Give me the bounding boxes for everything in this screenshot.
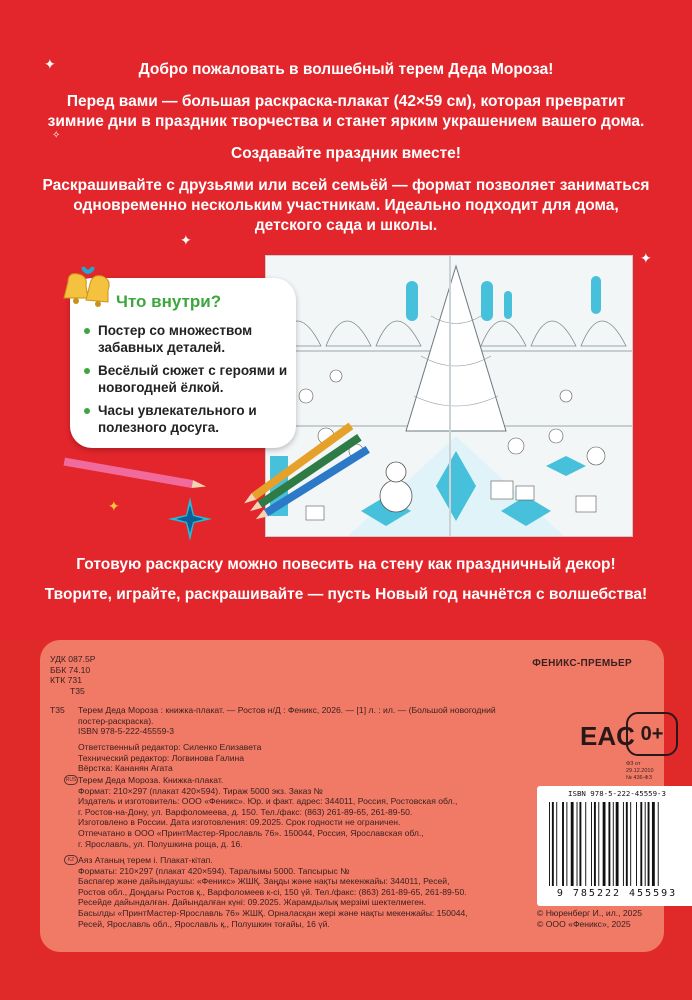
law-line: ФЗ от 29.12.2010 [626, 761, 654, 774]
isbn-text: ISBN 978-5-222-45559-3 [78, 726, 175, 737]
barcode-bar [608, 802, 610, 886]
kz-tag: KZ [64, 855, 78, 865]
barcode-bar [603, 802, 606, 886]
barcode-bar [585, 802, 586, 886]
ru-line: г. Ростов-на-Дону, ул. Варфоломеева, д. 150. Тел./факс: (863) 261-89-65, 261-89-50. [78, 806, 413, 817]
kazakh-imprint [78, 855, 538, 929]
barcode-bar [579, 802, 581, 886]
kz-line: Ресейде дайындалған. Дайындалған күні: 09.2025. Жарамдылық мерзімі шектелмеген. [78, 897, 427, 908]
sparkle-icon: ✦ [180, 232, 192, 248]
kz-line: Форматы: 210×297 (плакат 420×594). Таралымы 5000. Тапсырыс № [78, 865, 350, 876]
ru-line: Отпечатано в ООО «ПринтМастер-Ярославль 76». 150044, Россия, Ярославская обл., [78, 827, 424, 838]
ru-line: г. Ярославль, ул. Полушкина роща, д. 16. [78, 838, 243, 849]
editor-credit: Ответственный редактор: Силенко Елизавета [78, 742, 262, 752]
age-rating-badge: 0+ [626, 712, 678, 756]
barcode-bar [623, 802, 624, 886]
eac-mark: EAC [580, 721, 635, 751]
ru-line: Издатель и изготовитель: ООО «Феникс». Юр. и факт. адрес: 344011, Россия, Ростовская обл., [78, 796, 458, 807]
sparkle-icon: ✦ [640, 250, 652, 266]
udk-code: УДК 087.5Р [50, 654, 96, 664]
barcode-bar [645, 802, 646, 886]
pink-pencil-icon [55, 450, 215, 500]
list-item: Весёлый сюжет с героями и новогодней ёлкой. [84, 362, 290, 396]
classification-codes [50, 654, 96, 696]
imprint-panel [40, 640, 678, 952]
ru-line: Формат: 210×297 (плакат 420×594). Тираж 5000 экз. Заказ № [78, 785, 323, 796]
ktk-code: КТК 731 [50, 675, 82, 686]
tech-editor-credit: Технический редактор: Логвинова Галина [78, 752, 245, 763]
kz-line: Басылды «ПринтМастер-Ярославль 76» ЖШҚ. Орналасқан жері және нақты мекенжайы: 150044, [78, 907, 468, 918]
biblio-description: Терем Деда Мороза : книжка-плакат. — Ростов н/Д : Феникс, 2026. — [1] л. : ил. — (Большой новогодний постер-раскраска). [78, 705, 496, 726]
barcode-bar [591, 802, 592, 886]
star-icon [166, 495, 214, 543]
outro-text [40, 555, 652, 615]
barcode-bar [648, 802, 650, 886]
intro-text [40, 60, 652, 248]
bbk-code: ББК 74.10 [50, 664, 91, 675]
barcode-bar [549, 802, 550, 886]
ru-line: Изготовлено в России. Дата изготовления: 09.2025. Срок годности не ограничен. [78, 817, 401, 828]
russian-title: Терем Деда Мороза. Книжка-плакат. [78, 775, 224, 785]
barcode-bar [598, 802, 599, 886]
whats-inside-list [84, 322, 290, 442]
bells-icon [58, 264, 118, 316]
author-code: Т35 [70, 685, 85, 696]
russian-imprint [78, 775, 518, 849]
poster-description: Перед вами — большая раскраска-плакат (42×59 см), которая превратит зимние дни в праздник творчества и станет ярким украшением вашего дома. [47, 93, 645, 130]
kz-line: Ресей, Ярославль обл., Ярославль қ., Полушкин тоғайы, 16 үй. [78, 918, 330, 929]
format-description: Раскрашивайте с друзьями или всей семьёй — формат позволяет заниматься одновременно нескольким участникам. Идеально подходит для дома, детского сада и школы. [42, 177, 650, 234]
poster-fold-line [449, 256, 451, 536]
barcode-bar [594, 802, 596, 886]
barcode-bar [616, 802, 619, 886]
welcome-heading: Добро пожаловать в волшебный терем Деда Мороза! [138, 61, 554, 78]
publisher-logo: ФЕНИКС-ПРЕМЬЕР [532, 658, 632, 669]
barcode-bar [613, 802, 614, 886]
bibliographic-record [78, 705, 503, 737]
barcode-bar [556, 802, 557, 886]
barcode-bar [652, 802, 655, 886]
barcode-bar [626, 802, 628, 886]
kazakh-title: Аяз Атаның терем і. Плакат-кітап. [78, 855, 213, 865]
barcode-bar [562, 802, 564, 886]
sparkle-icon: ✧ [52, 130, 61, 141]
barcode-bar [630, 802, 631, 886]
whats-inside-title: Что внутри? [116, 292, 222, 311]
barcode-bar [552, 802, 554, 886]
barcode-bar [577, 802, 578, 886]
barcode-bars [547, 802, 687, 886]
rus-tag: RUS [65, 777, 77, 783]
barcode [537, 786, 692, 906]
copyright [537, 908, 642, 930]
barcode-number: 9 785222 455593 [556, 888, 678, 899]
kz-line: Баспагер және дайындаушы: «Феникс» ЖШҚ. Заңды және нақты мекенжайы: 344011, Ресей, [78, 876, 450, 887]
credits [78, 742, 261, 774]
barcode-bar [636, 802, 637, 886]
law-line: № 436-ФЗ [626, 775, 652, 781]
sparkle-icon: ✦ [108, 498, 120, 514]
decor-text: Готовую раскраску можно повесить на стену как праздничный декор! [76, 556, 616, 573]
copyright-line: © ООО «Феникс», 2025 [537, 919, 631, 929]
barcode-bar [571, 802, 574, 886]
sparkle-icon: ✦ [44, 56, 56, 72]
closing-text: Творите, играйте, раскрашивайте — пусть Новый год начнётся с волшебства! [44, 586, 648, 603]
kz-line: Ростов обл., Доңдағы Ростов қ., Варфоломеев к-сі, 150 үй. Тел./факс: (863) 261-89-65, 261-89-50. [78, 886, 467, 897]
together-heading: Создавайте праздник вместе! [231, 145, 461, 162]
list-item: Постер со множеством забавных деталей. [84, 322, 290, 356]
barcode-bar [658, 802, 659, 886]
list-item: Часы увлекательного и полезного досуга. [84, 402, 290, 436]
biblio-code: Т35 [50, 705, 65, 715]
barcode-bar [566, 802, 567, 886]
barcode-bar [640, 802, 642, 886]
age-law-note [626, 761, 664, 782]
layout-credit: Вёрстка: Кананян Агата [78, 763, 173, 774]
barcode-isbn: ISBN 978-5-222-45559-3 [568, 789, 666, 798]
copyright-line: © Нюренберг И., ил., 2025 [537, 908, 643, 918]
